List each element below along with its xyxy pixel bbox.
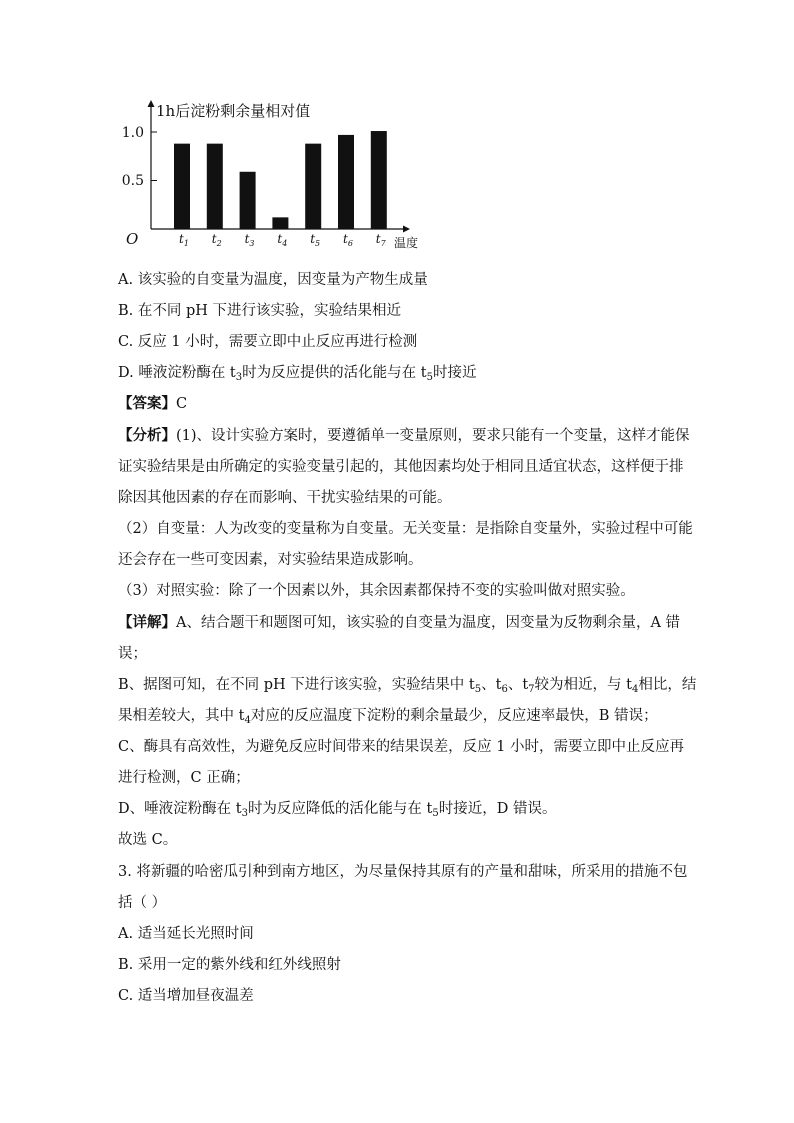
answer-value: C (176, 396, 188, 412)
x-tick-label-t5: $t_5$ (310, 232, 321, 248)
x-tick-label-t6: $t_6$ (343, 232, 353, 248)
y-tick-label-0-5: 0.5 (121, 173, 144, 189)
detail-c-line-2: 进行检测，C 正确； (118, 770, 250, 786)
detail-d-line: D、唾液淀粉酶在 $t_3$时为反应降低的活化能与在 $t_5$时接近，D 错误。 (118, 801, 557, 819)
y-tick-label-1: 1.0 (121, 125, 144, 141)
bar-t1 (174, 144, 190, 229)
bar-t3 (240, 172, 256, 229)
option-a: A. 该实验的自变量为温度，因变量为产物生成量 (118, 272, 428, 288)
question3-option-c: C. 适当增加昼夜温差 (118, 988, 254, 1004)
x-tick-label-t2: $t_2$ (211, 232, 222, 248)
bar-t6 (338, 135, 354, 229)
detail-b-line-2: 果相差较大，其中 $t_4$对应的反应温度下淀粉的剩余量最少，反应速率最快，B 错误； (118, 708, 658, 726)
x-tick-label-t4: $t_4$ (277, 232, 288, 248)
detail-b-line-1: B、据图可知，在不同 pH 下进行该实验，实验结果中 $t_5$、$t_6$、$t_7$较为相近，与 $t_4$相比，结 (118, 677, 697, 695)
answer-label: 【答案】 (118, 395, 176, 412)
x-axis-label: 温度 (394, 236, 419, 250)
analysis-line-2: 证实验结果是由所确定的实验变量引起的，其他因素均处于相同且适宜状态，这样便于排 (118, 459, 684, 475)
detail-c-line-1: C、酶具有高效性，为避免反应时间带来的结果误差，反应 1 小时，需要立即中止反应再 (118, 739, 685, 755)
x-tick-label-t3: $t_3$ (244, 232, 255, 248)
option-d: D. 唾液淀粉酶在 $t_3$时为反应提供的活化能与在 $t_5$时接近 (118, 365, 477, 383)
detail-label: 【详解】 (118, 614, 176, 631)
analysis-line-4: （2）自变量：人为改变的变量称为自变量。无关变量：是指除自变量外，实验过程中可能 (118, 521, 693, 537)
x-tick-label-t7: $t_7$ (375, 232, 386, 248)
analysis-line-6: （3）对照实验：除了一个因素以外，其余因素都保持不变的实验叫做对照实验。 (118, 583, 635, 599)
analysis-line-1: 【分析】(1)、设计实验方案时，要遵循单一变量原则，要求只能有一个变量，这样才能保 (118, 427, 690, 444)
x-axis-arrow (403, 226, 410, 233)
question3-option-b: B. 采用一定的紫外线和红外线照射 (118, 957, 341, 973)
bar-t5 (305, 144, 321, 229)
detail-a-line-2: 误； (118, 646, 147, 662)
analysis-line-3: 除因其他因素的存在而影响、干扰实验结果的可能。 (118, 490, 452, 506)
x-tick-label-t1: $t_1$ (179, 232, 189, 248)
bar-chart (110, 92, 430, 257)
question3-option-a: A. 适当延长光照时间 (118, 926, 254, 942)
detail-conclusion: 故选 C。 (118, 832, 178, 848)
analysis-line-5: 还会存在一些可变因素，对实验结果造成影响。 (118, 552, 423, 568)
detail-a-line-1: 【详解】A、结合题干和题图可知，该实验的自变量为温度，因变量为反物剩余量，A 错 (118, 614, 681, 631)
origin-label: O (126, 230, 139, 248)
y-axis-arrow (148, 100, 155, 107)
bar-t7 (371, 131, 387, 229)
question3-stem-line-1: 3. 将新疆的哈密瓜引种到南方地区，为尽量保持其原有的产量和甜味，所采用的措施不包 (118, 864, 688, 880)
answer-line (118, 394, 678, 414)
option-b: B. 在不同 pH 下进行该实验，实验结果相近 (118, 303, 402, 319)
analysis-label: 【分析】 (118, 427, 176, 444)
question3-stem-line-2: 括（ ） (118, 895, 167, 911)
bar-t2 (207, 144, 223, 229)
y-axis-label: 1h后淀粉剩余量相对值 (156, 102, 311, 120)
bar-t4 (272, 217, 288, 229)
option-c: C. 反应 1 小时，需要立即中止反应再进行检测 (118, 334, 418, 350)
